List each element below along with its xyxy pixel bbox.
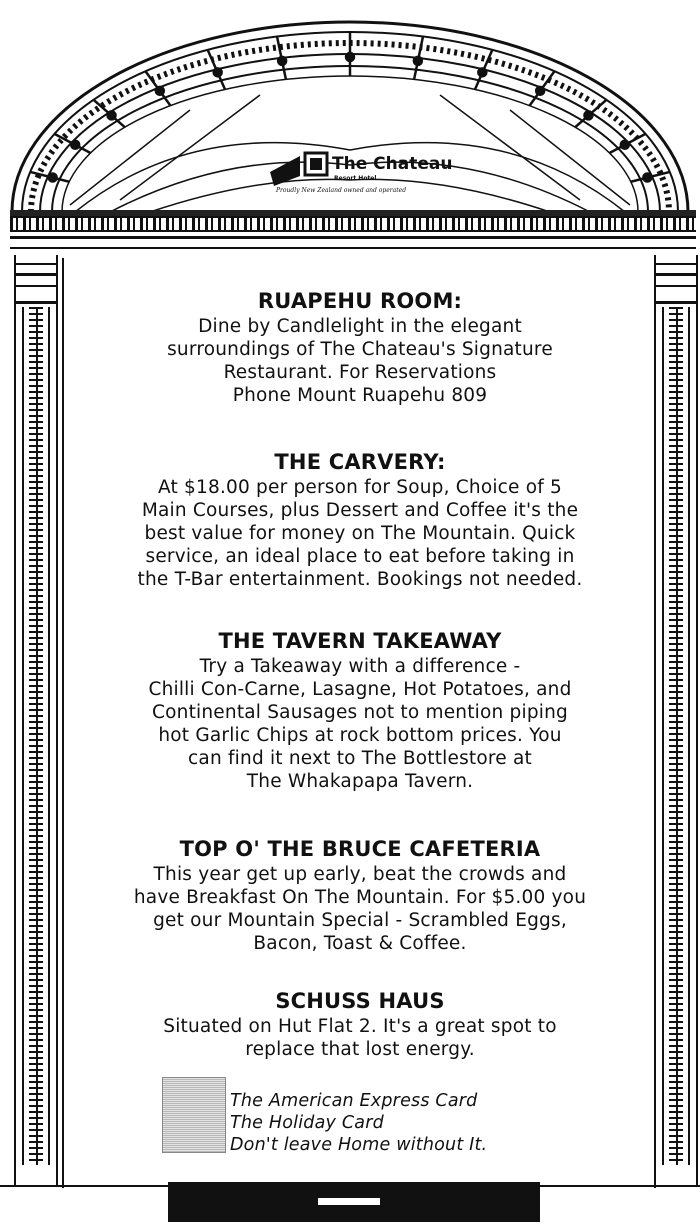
logo-brand: The Chateau xyxy=(332,154,453,174)
entablature xyxy=(10,210,696,250)
section-tavern-takeaway xyxy=(70,627,650,793)
section-line: the T-Bar entertainment. Bookings not needed. xyxy=(137,569,583,590)
section-heading: THE CARVERY: xyxy=(274,450,446,474)
section-line: Situated on Hut Flat 2. It's a great spot to xyxy=(163,1016,557,1037)
arch-bead xyxy=(621,141,629,149)
section-schuss-haus xyxy=(70,987,650,1061)
section-line: have Breakfast On The Mountain. For $5.00 you xyxy=(133,887,587,908)
section-line: can find it next to The Bottlestore at xyxy=(188,748,532,769)
amex-line: The American Express Card xyxy=(230,1091,478,1111)
logo-subtitle: Resort Hotel xyxy=(334,175,377,182)
section-heading: TOP O' THE BRUCE CAFETERIA xyxy=(179,837,541,861)
section-top-o-the-bruce xyxy=(70,835,650,955)
section-line: Chilli Con-Carne, Lasagne, Hot Potatoes, and xyxy=(148,679,572,700)
arch-bead xyxy=(108,111,116,119)
section-carvery xyxy=(70,448,650,591)
section-line: surroundings of The Chateau's Signature xyxy=(167,339,553,360)
section-line: Restaurant. For Reservations xyxy=(223,362,497,383)
arch-bead xyxy=(49,174,57,182)
arch-bead xyxy=(156,87,164,95)
amex-card-image xyxy=(162,1077,226,1153)
section-line: At $18.00 per person for Soup, Choice of 5 xyxy=(157,477,562,498)
section-line: Bacon, Toast & Coffee. xyxy=(253,933,467,954)
amex-line: The Holiday Card xyxy=(230,1113,384,1133)
footer-label xyxy=(318,1198,380,1205)
section-line: Main Courses, plus Dessert and Coffee it's the xyxy=(141,500,579,521)
section-heading: THE TAVERN TAKEAWAY xyxy=(218,629,502,653)
amex-text xyxy=(230,1090,487,1156)
section-line: Dine by Candlelight in the elegant xyxy=(198,316,522,337)
section-line: replace that lost energy. xyxy=(245,1039,475,1060)
section-line: best value for money on The Mountain. Quick xyxy=(144,523,576,544)
section-line: This year get up early, beat the crowds and xyxy=(153,864,567,885)
section-line: Phone Mount Ruapehu 809 xyxy=(232,385,488,406)
section-line: service, an ideal place to eat before taking in xyxy=(145,546,575,567)
arch-bead xyxy=(278,57,286,65)
arch-bead xyxy=(643,174,651,182)
left-pillar xyxy=(14,255,58,1185)
arch-bead xyxy=(346,53,354,61)
arch-bead xyxy=(478,68,486,76)
section-heading: SCHUSS HAUS xyxy=(275,989,445,1013)
arch-bead xyxy=(71,141,79,149)
section-line: get our Mountain Special - Scrambled Eggs, xyxy=(153,910,567,931)
arch-bead xyxy=(214,68,222,76)
arch-bead xyxy=(584,111,592,119)
amex-line: Don't leave Home without It. xyxy=(230,1135,488,1155)
chateau-logo xyxy=(270,153,452,194)
section-line: Continental Sausages not to mention piping xyxy=(152,702,568,723)
arch-ornament xyxy=(0,0,700,215)
section-line: The Whakapapa Tavern. xyxy=(246,771,474,792)
section-heading: RUAPEHU ROOM: xyxy=(257,289,463,313)
section-ruapehu-room xyxy=(70,287,650,407)
arch-bead xyxy=(414,57,422,65)
logo-tagline: Proudly New Zealand owned and operated xyxy=(276,187,407,194)
arch-bead xyxy=(536,87,544,95)
section-line: Try a Takeaway with a difference - xyxy=(199,656,521,677)
section-line: hot Garlic Chips at rock bottom prices. You xyxy=(158,725,562,746)
right-pillar xyxy=(654,255,698,1185)
